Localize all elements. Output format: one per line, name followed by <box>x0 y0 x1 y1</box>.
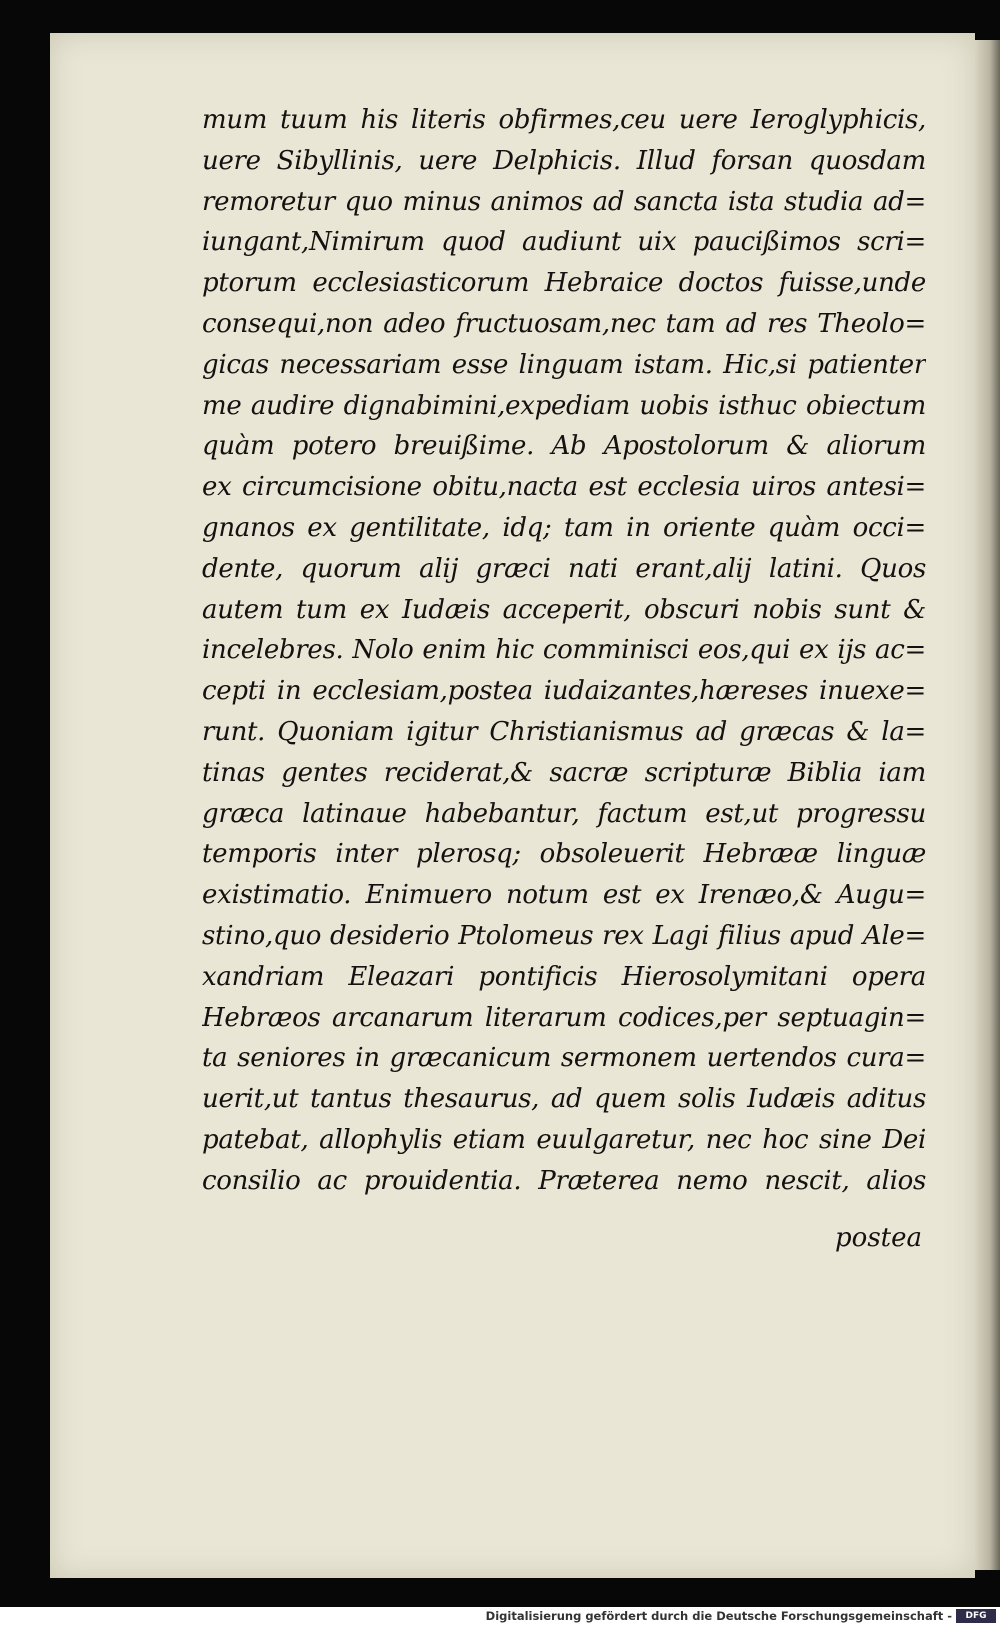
text-line: mum tuum his literis obfirmes,ceu uere Ieroglyphicis, <box>202 105 926 135</box>
text-line: consequi,non adeo fructuosam,nec tam ad res Theolo= <box>202 308 926 339</box>
body-text <box>202 100 926 1202</box>
text-line: cepti in ecclesiam,postea iudaizantes,hæreses inuexe= <box>202 676 926 707</box>
text-line: gnanos ex gentilitate, idq; tam in oriente quàm occi= <box>202 512 926 543</box>
text-line: tinas gentes reciderat,& sacræ scripturæ Biblia iam <box>202 757 926 788</box>
text-line: me audire dignabimini,expediam uobis isthuc obiectum <box>202 390 926 421</box>
text-line: Hebræos arcanarum literarum codices,per septuagin= <box>202 1002 926 1033</box>
text-line: quàm potero breuißime. Ab Apostolorum & aliorum <box>202 431 926 462</box>
text-line: consilio ac prouidentia. Præterea nemo nescit, alios <box>202 1165 926 1196</box>
text-line: ex circumcisione obitu,nacta est ecclesia uiros antesi= <box>202 472 926 503</box>
text-line: runt. Quoniam igitur Christianismus ad græcas & la= <box>202 716 926 747</box>
text-line: xandriam Eleazari pontificis Hierosolymitani opera <box>202 961 926 992</box>
text-line: incelebres. Nolo enim hic comminisci eos,qui ex ijs ac= <box>202 635 926 666</box>
text-line: stino,quo desiderio Ptolomeus rex Lagi filius apud Ale= <box>202 920 926 951</box>
dfg-logo-icon: DFG <box>956 1609 996 1623</box>
text-line: temporis inter plerosq; obsoleuerit Hebrææ linguæ <box>202 839 926 870</box>
text-line: existimatio. Enimuero notum est ex Irenæo,& Augu= <box>202 880 926 911</box>
digitization-credit: Digitalisierung gefördert durch die Deutsche Forschungsgemeinschaft - <box>485 1609 952 1623</box>
text-line: gicas necessariam esse linguam istam. Hic,si patienter <box>202 349 926 380</box>
text-line: uere Sibyllinis, uere Delphicis. Illud forsan quosdam <box>202 145 926 176</box>
text-line: autem tum ex Iudæis acceperit, obscuri nobis sunt & <box>202 594 926 625</box>
text-line: dente, quorum alij græci nati erant,alij latini. Quos <box>202 553 926 584</box>
text-line: patebat, allophylis etiam euulgaretur, nec hoc sine Dei <box>202 1124 926 1155</box>
text-line: remoretur quo minus animos ad sancta ista studia ad= <box>202 186 926 217</box>
text-line: iungant,Nimirum quod audiunt uix paucißimos scri= <box>202 227 926 258</box>
text-line: ta seniores in græcanicum sermonem uertendos cura= <box>202 1043 926 1074</box>
footer-bar <box>0 1607 1000 1625</box>
text-line: uerit,ut tantus thesaurus, ad quem solis Iudæis aditus <box>202 1084 926 1115</box>
text-line: ptorum ecclesiasticorum Hebraice doctos fuisse,unde <box>202 268 926 299</box>
catchword: postea <box>835 1223 922 1253</box>
text-line: græca latinaue habebantur, factum est,ut progressu <box>202 798 926 829</box>
page-edge <box>975 40 1000 1570</box>
